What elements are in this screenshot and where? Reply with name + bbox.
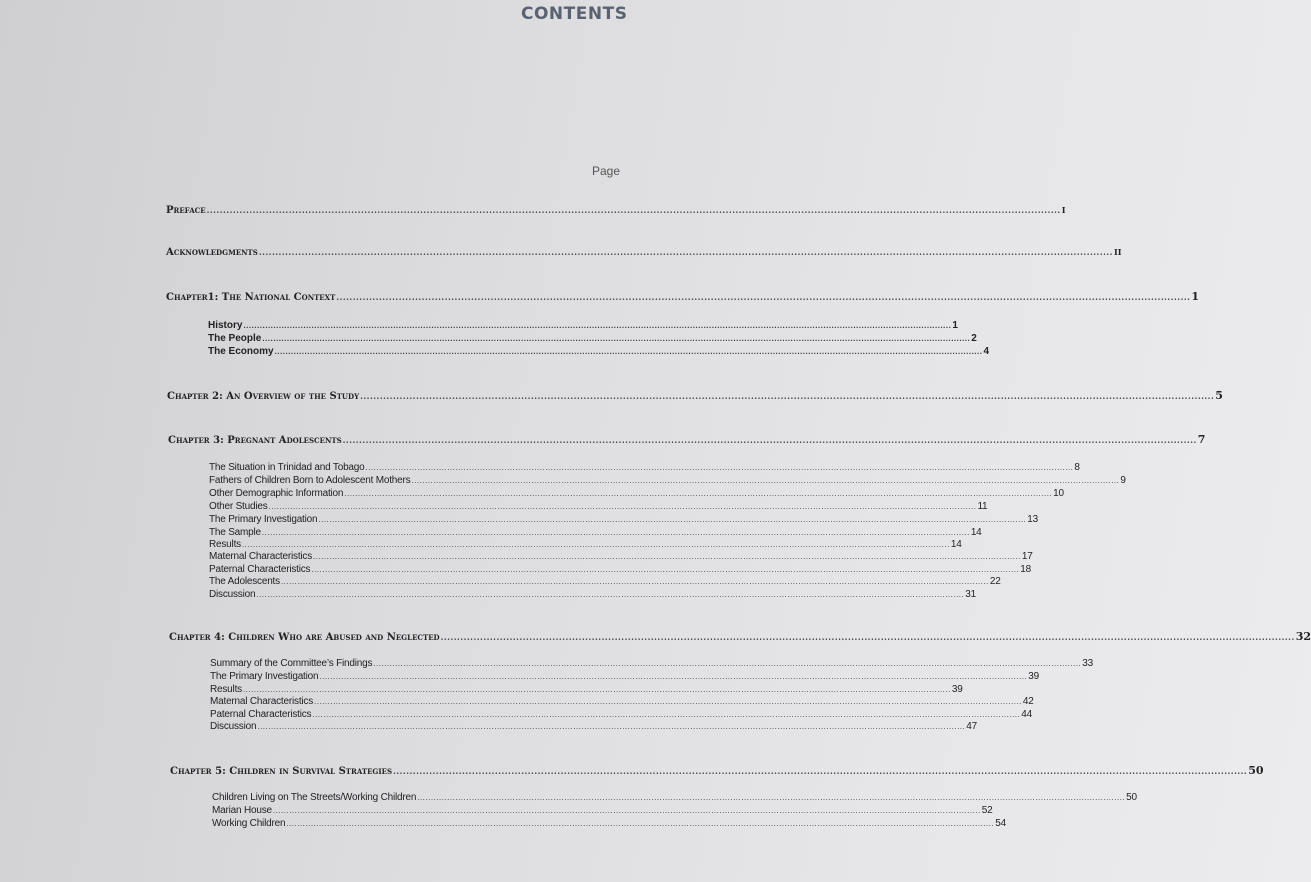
toc-section-label: Chapter 5: Children in Survival Strategies (170, 766, 393, 777)
toc-section (166, 203, 1066, 216)
contents-title: CONTENTS (521, 4, 628, 24)
toc-item-label: The Primary Investigation (209, 514, 318, 525)
toc-item-page: 10 (1053, 488, 1064, 499)
toc-section (168, 433, 1206, 446)
toc-section-label: Chapter 4: Children Who are Abused and Neglected (169, 632, 440, 643)
toc-item-label: The Primary Investigation (210, 671, 319, 682)
dot-leader: .................................................................................................................................................................................................................................................................... (274, 347, 983, 356)
dot-leader: .................................................................................................................................................................................................................................................................... (411, 476, 1120, 485)
toc-item (209, 576, 1001, 587)
toc-item-label: The Economy (208, 346, 274, 357)
toc-section-page: 32 (1295, 630, 1311, 643)
toc-section-page: i (1061, 203, 1066, 216)
dot-leader: .................................................................................................................................................................................................................................................................... (417, 793, 1126, 802)
toc-item (209, 564, 1031, 575)
toc-item-label: Results (209, 539, 241, 550)
toc-item (210, 658, 1093, 669)
toc-item (209, 501, 988, 512)
toc-item-label: The Sample (209, 527, 261, 538)
dot-leader: .................................................................................................................................................................................................................................................................... (365, 463, 1074, 472)
toc-item-page: 13 (1027, 514, 1039, 525)
toc-item-label: Discussion (210, 721, 257, 732)
toc-item-label: Results (210, 684, 242, 695)
dot-leader: .................................................................................................................................................................................................................................................................... (241, 540, 950, 549)
toc-item (209, 475, 1126, 486)
toc-item-page: 9 (1120, 475, 1126, 486)
toc-item-page: 47 (966, 721, 977, 732)
toc-section-page: 5 (1215, 389, 1223, 402)
toc-item (210, 709, 1032, 720)
toc-item-label: Other Demographic Information (209, 488, 344, 499)
toc-section-label: Acknowledgments (166, 247, 258, 258)
toc-item (209, 488, 1064, 499)
toc-item-page: 44 (1021, 709, 1032, 720)
toc-item (209, 589, 976, 600)
toc-item-page: 39 (1028, 671, 1040, 682)
dot-leader: .................................................................................................................................................................................................................................................................... (286, 819, 995, 828)
dot-leader: .................................................................................................................................................................................................................................................................... (393, 766, 1248, 776)
dot-leader: .................................................................................................................................................................................................................................................................... (373, 659, 1082, 668)
toc-item-page: 54 (995, 818, 1006, 829)
dot-leader: .................................................................................................................................................................................................................................................................... (280, 577, 989, 586)
dot-leader: .................................................................................................................................................................................................................................................................... (336, 292, 1191, 302)
toc-item (210, 721, 977, 732)
toc-item-label: Marian House (212, 805, 272, 816)
toc-section (166, 290, 1200, 303)
dot-leader: .................................................................................................................................................................................................................................................................... (319, 672, 1028, 681)
toc-item-page: 31 (965, 589, 976, 600)
toc-section (170, 764, 1264, 777)
dot-leader: .................................................................................................................................................................................................................................................................... (258, 247, 1113, 257)
dot-leader: .................................................................................................................................................................................................................................................................... (261, 528, 970, 537)
toc-item-label: Discussion (209, 589, 256, 600)
toc-item (210, 684, 963, 695)
toc-section-page: 1 (1191, 290, 1200, 303)
toc-item-page: 14 (950, 539, 962, 550)
dot-leader: .................................................................................................................................................................................................................................................................... (268, 502, 977, 511)
toc-item (212, 792, 1137, 803)
toc-item-label: Working Children (212, 818, 286, 829)
toc-section-label: Preface (166, 205, 206, 216)
toc-item-label: The Situation in Trinidad and Tobago (209, 462, 365, 473)
toc-item-label: History (208, 320, 243, 331)
dot-leader: .................................................................................................................................................................................................................................................................... (242, 685, 951, 694)
toc-item (209, 539, 962, 550)
toc-item (209, 527, 982, 538)
toc-section (166, 245, 1122, 258)
toc-item-page: 11 (977, 501, 988, 512)
dot-leader: .................................................................................................................................................................................................................................................................... (262, 334, 971, 343)
toc-item-page: 33 (1082, 658, 1093, 669)
toc-item-label: The Adolescents (209, 576, 280, 587)
toc-item-page: 22 (989, 576, 1001, 587)
toc-section-page: ii (1113, 245, 1122, 258)
toc-item (210, 671, 1040, 682)
toc-item (209, 514, 1039, 525)
toc-item (208, 346, 990, 357)
toc-item-page: 42 (1022, 696, 1034, 707)
toc-item-page: 1 (952, 320, 958, 331)
dot-leader: .................................................................................................................................................................................................................................................................... (243, 321, 952, 330)
toc-item-page: 2 (971, 333, 977, 344)
toc-item-page: 52 (981, 805, 993, 816)
toc-item-page: 17 (1021, 551, 1033, 562)
dot-leader: .................................................................................................................................................................................................................................................................... (318, 515, 1027, 524)
toc-item-label: Paternal Characteristics (209, 564, 311, 575)
toc-section (169, 630, 1311, 643)
toc-item-page: 39 (951, 684, 963, 695)
dot-leader: .................................................................................................................................................................................................................................................................... (344, 489, 1053, 498)
toc-item-label: Maternal Characteristics (210, 696, 314, 707)
dot-leader: .................................................................................................................................................................................................................................................................... (311, 565, 1020, 574)
toc-item (212, 805, 993, 816)
toc-item (209, 462, 1080, 473)
toc-item-label: The People (208, 333, 262, 344)
toc-item-page: 50 (1126, 792, 1137, 803)
toc-item-label: Paternal Characteristics (210, 709, 312, 720)
toc-item-page: 4 (983, 346, 990, 357)
toc-item-label: Maternal Characteristics (209, 551, 313, 562)
toc-item (212, 818, 1006, 829)
toc-section (167, 389, 1223, 402)
toc-section-page: 50 (1248, 764, 1264, 777)
dot-leader: .................................................................................................................................................................................................................................................................... (312, 710, 1021, 719)
toc-item (208, 320, 958, 331)
dot-leader: .................................................................................................................................................................................................................................................................... (257, 722, 966, 731)
toc-section-page: 7 (1197, 433, 1206, 446)
toc-item (208, 333, 977, 344)
toc-section-label: Chapter1: The National Context (166, 292, 336, 303)
dot-leader: .................................................................................................................................................................................................................................................................... (256, 590, 965, 599)
dot-leader: .................................................................................................................................................................................................................................................................... (313, 552, 1021, 561)
dot-leader: .................................................................................................................................................................................................................................................................... (440, 632, 1295, 642)
dot-leader: .................................................................................................................................................................................................................................................................... (314, 697, 1022, 706)
dot-leader: .................................................................................................................................................................................................................................................................... (272, 806, 981, 815)
toc-item-page: 8 (1074, 462, 1080, 473)
toc-section-label: Chapter 2: An Overview of the Study (167, 391, 360, 402)
toc-item-page: 14 (970, 527, 982, 538)
dot-leader: .................................................................................................................................................................................................................................................................... (206, 205, 1061, 215)
toc-section-label: Chapter 3: Pregnant Adolescents (168, 435, 342, 446)
dot-leader: .................................................................................................................................................................................................................................................................... (360, 391, 1215, 401)
dot-leader: .................................................................................................................................................................................................................................................................... (342, 435, 1197, 445)
toc-item-label: Fathers of Children Born to Adolescent Mothers (209, 475, 411, 486)
toc-item-label: Other Studies (209, 501, 268, 512)
toc-item-label: Summary of the Committee’s Findings (210, 658, 373, 669)
toc-item (209, 551, 1033, 562)
page-column-header: Page (592, 164, 621, 178)
toc-item-page: 18 (1020, 564, 1031, 575)
toc-item-label: Children Living on The Streets/Working Children (212, 792, 417, 803)
toc-item (210, 696, 1034, 707)
